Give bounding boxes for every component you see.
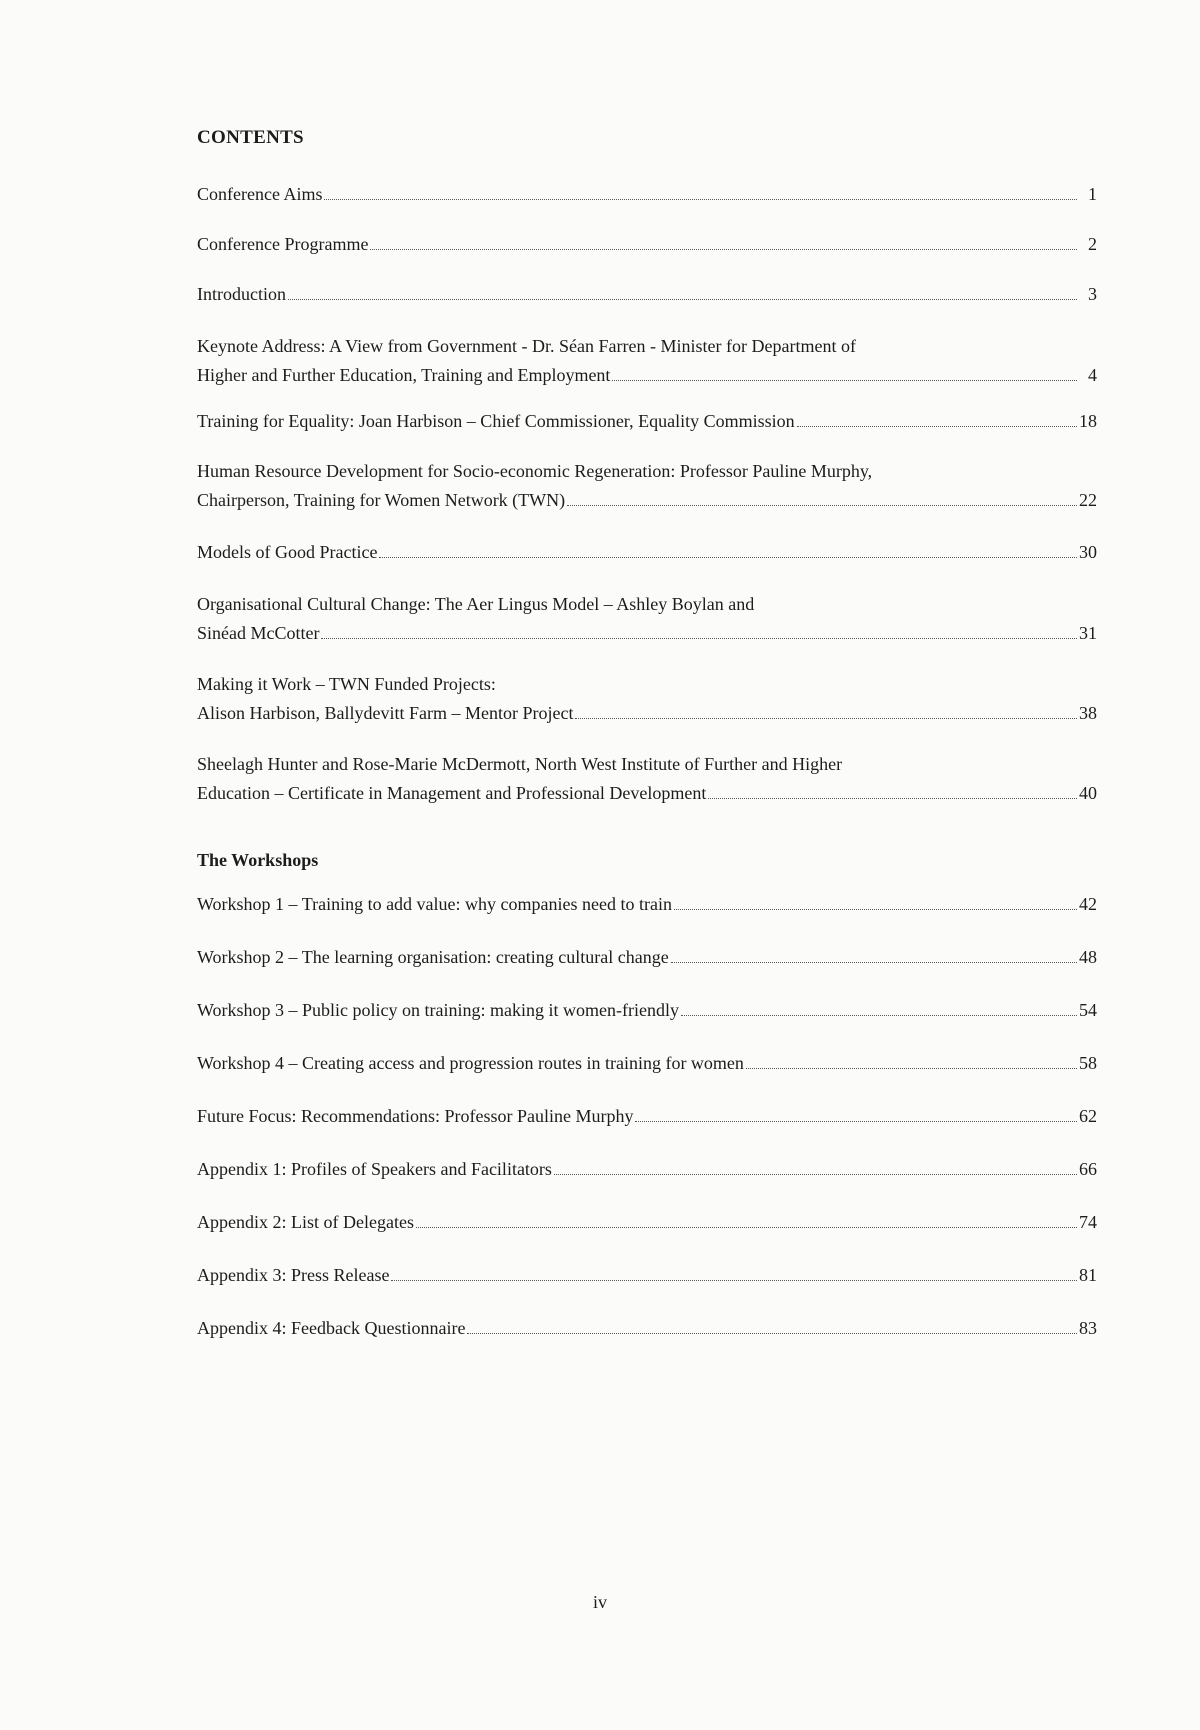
toc-entry-line: [197, 230, 1097, 259]
toc-entry-line: [197, 1155, 1097, 1184]
toc-entry-title-line: Workshop 2 – The learning organisation: creating cultural change: [197, 947, 669, 967]
dot-leader: [746, 1068, 1077, 1069]
toc-page-number: 48: [1079, 947, 1097, 967]
toc-entry: [197, 590, 1097, 648]
toc-entry: [197, 230, 1097, 259]
toc-entry-title-line: Sheelagh Hunter and Rose-Marie McDermott, North West Institute of Further and Higher: [197, 754, 843, 774]
toc-entry-line: [197, 1049, 1097, 1078]
toc-entry-title-line: Organisational Cultural Change: The Aer Lingus Model – Ashley Boylan and: [197, 594, 755, 614]
toc-page-number: 4: [1088, 365, 1097, 385]
toc-entry-title-line: Conference Programme: [197, 234, 369, 254]
toc-entry-title-line: Chairperson, Training for Women Network (TWN): [197, 490, 566, 510]
toc-entry-line: [197, 619, 1097, 648]
toc-page-number: 22: [1079, 490, 1097, 510]
dot-leader: [379, 557, 1077, 558]
toc-entry-title-line: Appendix 2: List of Delegates: [197, 1212, 414, 1232]
toc-entry-line: [197, 699, 1097, 728]
toc-entry-line: [197, 779, 1097, 808]
toc-entry: [197, 750, 1097, 808]
toc-entry: [197, 670, 1097, 728]
dot-leader: [671, 962, 1077, 963]
toc-entry-line: [197, 407, 1097, 436]
toc-page-number: 81: [1079, 1265, 1097, 1285]
dot-leader: [324, 199, 1077, 200]
toc-page-number: 74: [1079, 1212, 1097, 1232]
toc-entry-title-line: Models of Good Practice: [197, 542, 378, 562]
toc-entry: [197, 180, 1097, 209]
toc-page-number: 1: [1088, 184, 1097, 204]
toc-page-number: 30: [1079, 542, 1097, 562]
toc-entry-title-line: Education – Certificate in Management and Professional Development: [197, 783, 707, 803]
toc-page-number: 54: [1079, 1000, 1097, 1020]
toc-page-number: 3: [1088, 284, 1097, 304]
toc-entry-title-line: Keynote Address: A View from Government - Dr. Séan Farren - Minister for Department of: [197, 336, 856, 356]
toc-entry: [197, 996, 1097, 1025]
page-number: iv: [592, 1592, 607, 1612]
toc-entry: [197, 407, 1097, 436]
dot-leader: [797, 426, 1077, 427]
toc-page-number: 18: [1079, 411, 1097, 431]
toc-page-number: 2: [1088, 234, 1097, 254]
toc-entry-title-line: Introduction: [197, 284, 286, 304]
toc-entry-title-line: Workshop 1 – Training to add value: why companies need to train: [197, 894, 672, 914]
toc-entry-line: [197, 943, 1097, 972]
toc-entry-title-line: Making it Work – TWN Funded Projects:: [197, 674, 496, 694]
toc-entry: [197, 1049, 1097, 1078]
dot-leader: [370, 249, 1077, 250]
toc-entry-line: [197, 890, 1097, 919]
toc-entry-line: [197, 1261, 1097, 1290]
toc-entry-title-line: Human Resource Development for Socio-economic Regeneration: Professor Pauline Murphy,: [197, 461, 873, 481]
toc-entry-title-line: Appendix 1: Profiles of Speakers and Facilitators: [197, 1159, 552, 1179]
toc-entry-title-line: Training for Equality: Joan Harbison – Chief Commissioner, Equality Commission: [197, 411, 795, 431]
toc-entry-title-line: Appendix 3: Press Release: [197, 1265, 390, 1285]
dot-leader: [635, 1121, 1077, 1122]
toc-entry-line: [197, 1208, 1097, 1237]
toc-entry-line: [197, 280, 1097, 309]
toc-entry-title-line: Sinéad McCotter: [197, 623, 320, 643]
toc-entry: [197, 1155, 1097, 1184]
dot-leader: [567, 505, 1077, 506]
toc-page-number: 58: [1079, 1053, 1097, 1073]
toc-page-number: 40: [1079, 783, 1097, 803]
toc-page-number: 62: [1079, 1106, 1097, 1126]
toc-entry-title-line: Workshop 3 – Public policy on training: making it women-friendly: [197, 1000, 679, 1020]
toc-entry-title-line: Future Focus: Recommendations: Professor Pauline Murphy: [197, 1106, 634, 1126]
toc-entry: [197, 280, 1097, 309]
toc-entry: [197, 538, 1097, 567]
dot-leader: [321, 638, 1077, 639]
toc-entry: [197, 332, 1097, 390]
toc-entry: [197, 1314, 1097, 1343]
dot-leader: [674, 909, 1077, 910]
toc-entry-title-line: Appendix 4: Feedback Questionnaire: [197, 1318, 466, 1338]
toc-page-number: 31: [1079, 623, 1097, 643]
dot-leader: [708, 798, 1077, 799]
toc-entry: [197, 1208, 1097, 1237]
toc-entry-title-line: Conference Aims: [197, 184, 323, 204]
workshops-heading: The Workshops: [197, 850, 319, 870]
toc-entry: [197, 890, 1097, 919]
dot-leader: [681, 1015, 1077, 1016]
dot-leader: [467, 1333, 1077, 1334]
toc-page-number: 38: [1079, 703, 1097, 723]
toc-entry-line: [197, 1314, 1097, 1343]
toc-entry: [197, 943, 1097, 972]
toc-entry-line: [197, 180, 1097, 209]
toc-page-number: 66: [1079, 1159, 1097, 1179]
dot-leader: [612, 380, 1077, 381]
toc-page-number: 83: [1079, 1318, 1097, 1338]
dot-leader: [554, 1174, 1077, 1175]
toc-entry-line: [197, 486, 1097, 515]
toc-entry: [197, 1102, 1097, 1131]
toc-page-number: 42: [1079, 894, 1097, 914]
toc-entry-line: [197, 538, 1097, 567]
toc-entry-title-line: Alison Harbison, Ballydevitt Farm – Mentor Project: [197, 703, 574, 723]
toc-entry-line: [197, 1102, 1097, 1131]
dot-leader: [288, 299, 1077, 300]
toc-entry-line: [197, 361, 1097, 390]
dot-leader: [391, 1280, 1077, 1281]
dot-leader: [575, 718, 1077, 719]
toc-entry-title-line: Higher and Further Education, Training and Employment: [197, 365, 611, 385]
contents-heading: CONTENTS: [197, 127, 304, 148]
toc-entry-line: [197, 996, 1097, 1025]
toc-entry: [197, 1261, 1097, 1290]
toc-entry: [197, 457, 1097, 515]
toc-entry-title-line: Workshop 4 – Creating access and progression routes in training for women: [197, 1053, 744, 1073]
dot-leader: [416, 1227, 1077, 1228]
